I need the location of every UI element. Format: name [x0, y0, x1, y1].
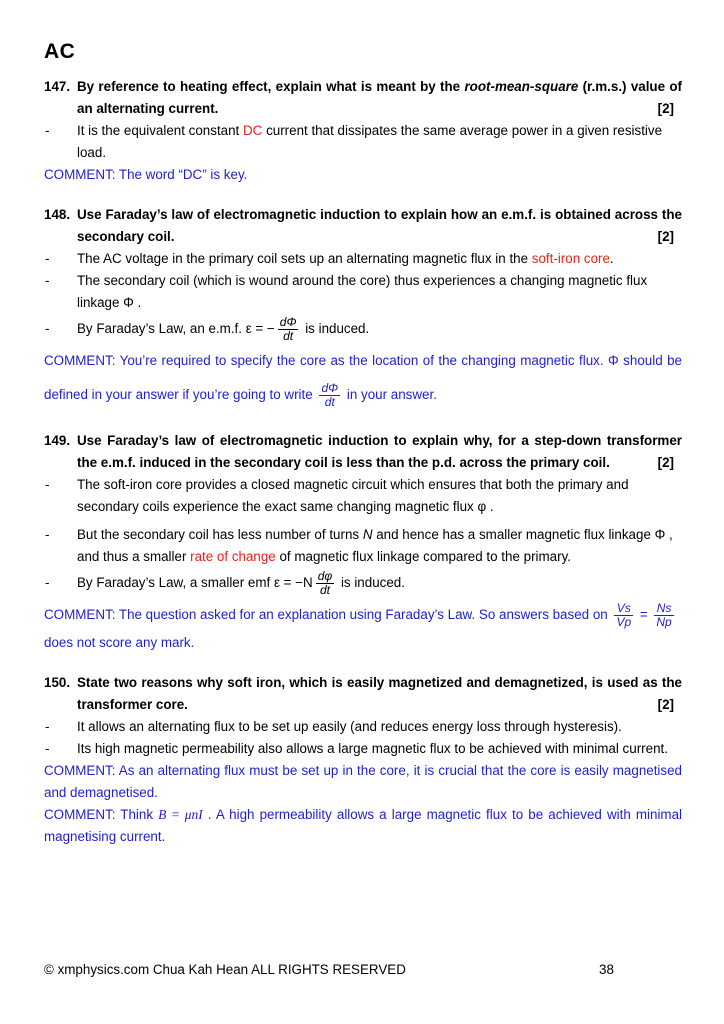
- fraction: $\frac{d\Phi}{dt}$: [321, 380, 339, 409]
- answer-bullet: - It allows an alternating flux to be set up easily (and reduces energy loss through hysteresis).: [45, 719, 622, 734]
- comment: COMMENT: Think B = μnI . A high permeability allows a large magnetic flux to be achieved with minimal magnetising current.: [44, 807, 682, 844]
- comment: COMMENT: As an alternating flux must be set up in the core, it is crucial that the core is easily magnetised and demagnetised.: [44, 763, 682, 800]
- question-text: By reference to heating effect, explain what is meant by the root-mean-square (r.m.s.) value of an alternating current.: [77, 79, 683, 116]
- answer-bullet: - It is the equivalent constant DC current that dissipates the same average power in a given resistive load.: [45, 123, 663, 160]
- answer-bullet: - By Faraday’s Law, an e.m.f. ε = − $\frac{d\Phi}{dt}$ is induced.: [45, 314, 370, 343]
- question-marks: [2]: [657, 455, 674, 470]
- answer-bullet: - The secondary coil (which is wound around the core) thus experiences a changing magnetic flux linkage Φ .: [45, 273, 648, 310]
- question-marks: [2]: [657, 697, 674, 712]
- question-text: State two reasons why soft iron, which is easily magnetized and demagnetized, is used as the transformer core.: [77, 675, 682, 712]
- question-number: 147.: [44, 79, 71, 94]
- document-page: [44, 40, 682, 866]
- page-number: 38: [599, 962, 614, 977]
- fraction: $\frac{Ns}{Np}$: [656, 600, 672, 629]
- question-heading: [44, 430, 682, 474]
- question-heading: [44, 672, 682, 716]
- question-147: [44, 76, 682, 186]
- answer-bullet: - Its high magnetic permeability also allows a large magnetic flux to be achieved with minimal current.: [45, 741, 668, 756]
- question-heading: [44, 204, 682, 248]
- question-148: [44, 204, 682, 412]
- fraction: $\frac{Vs}{Vp}$: [616, 600, 632, 629]
- answer-bullet: - By Faraday’s Law, a smaller emf ε = −N $\frac{d\varphi}{dt}$ is induced.: [45, 568, 405, 597]
- fraction: $\frac{d\varphi}{dt}$: [317, 568, 333, 597]
- answer-bullet: - The AC voltage in the primary coil sets up an alternating magnetic flux in the soft-iron core.: [45, 251, 614, 266]
- highlight-text: soft-iron core: [531, 251, 610, 266]
- comment: COMMENT: You’re required to specify the core as the location of the changing magnetic flux. Φ should be defined in your answer if you’re going to write $\frac{d\Phi}{dt}$ in your answer.: [44, 353, 682, 409]
- question-number: 149.: [44, 433, 71, 448]
- answer-bullet: - But the secondary coil has less number of turns N and hence has a smaller magnetic flux linkage Φ , and thus a smaller rate of change of magnetic flux linkage compared to the primary.: [45, 527, 673, 564]
- question-150: [44, 672, 682, 848]
- page-title: AC: [44, 40, 76, 63]
- question-number: 150.: [44, 675, 71, 690]
- question-marks: [2]: [657, 101, 674, 116]
- answer-bullet: - The soft-iron core provides a closed magnetic circuit which ensures that both the primary and secondary coils experience the exact same changing magnetic flux φ .: [45, 477, 629, 514]
- comment: COMMENT: The word “DC” is key.: [44, 167, 248, 182]
- question-marks: [2]: [657, 229, 674, 244]
- question-heading: [44, 76, 682, 120]
- question-number: 148.: [44, 207, 71, 222]
- highlight-text: rate of change: [190, 549, 276, 564]
- comment: does not score any mark.: [44, 635, 195, 650]
- question-text: Use Faraday’s law of electromagnetic induction to explain how an e.m.f. is obtained across the secondary coil.: [77, 207, 682, 244]
- equation: B = μnI: [158, 807, 203, 822]
- comment: COMMENT: The question asked for an explanation using Faraday’s Law. So answers based on $\frac{Vs}{Vp}$ = $\frac{Ns}{Np}$: [44, 600, 672, 629]
- question-text: Use Faraday’s law of electromagnetic induction to explain why, for a step-down transformer the e.m.f. induced in the secondary coil is less than the p.d. across the primary coil.: [77, 433, 682, 470]
- page-footer: [44, 962, 664, 977]
- fraction: $\frac{d\Phi}{dt}$: [279, 314, 297, 343]
- highlight-text: DC: [243, 123, 263, 138]
- question-149: [44, 430, 682, 654]
- copyright-text: © xmphysics.com Chua Kah Hean ALL RIGHTS RESERVED: [44, 962, 406, 977]
